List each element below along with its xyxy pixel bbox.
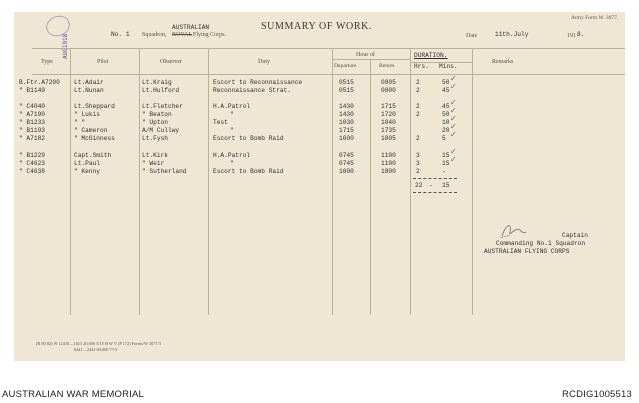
- row-departure: 0745: [339, 160, 354, 167]
- row-return: 0800: [381, 87, 396, 94]
- col-divider-return: [410, 48, 411, 315]
- signature-line-1: Commanding No.1 Squadron: [496, 240, 586, 247]
- check-mark-icon: ✓: [450, 106, 457, 115]
- year-suffix: 8.: [577, 31, 585, 38]
- signature-rank: Captain: [562, 232, 588, 239]
- row-mins: 50: [442, 79, 450, 86]
- document-sheet: [14, 12, 625, 361]
- table-top-rule: [32, 48, 625, 49]
- row-pilot: " Lukis: [74, 111, 100, 118]
- row-duty: ": [230, 127, 234, 134]
- col-divider-pilot: [139, 48, 140, 315]
- check-mark-icon: ✓: [450, 74, 457, 83]
- row-return: 1800: [381, 168, 396, 175]
- row-mins: 20: [442, 127, 450, 134]
- row-pilot: Lt.Adair: [74, 79, 104, 86]
- row-duty: Escort to Reconnaissance: [213, 79, 303, 86]
- row-departure: 1430: [339, 111, 354, 118]
- page-title: SUMMARY OF WORK.: [261, 21, 373, 32]
- row-hrs: 2: [416, 79, 420, 86]
- col-header-type: Type: [41, 59, 53, 65]
- row-hrs: 3: [416, 152, 420, 159]
- date-value: 11th.July: [495, 31, 529, 38]
- row-duty: H.A.Patrol: [213, 152, 251, 159]
- row-mins: 50: [442, 111, 450, 118]
- print-reference-2: 6441—2441 80,000 7/15: [74, 347, 118, 352]
- row-departure: 0745: [339, 152, 354, 159]
- row-departure: 1430: [339, 103, 354, 110]
- check-mark-icon: ✓: [450, 155, 457, 164]
- row-observer: Lt.Fletcher: [142, 103, 183, 110]
- check-mark-icon: ✓: [450, 82, 457, 91]
- row-hrs: 2: [416, 135, 420, 142]
- row-return: 1805: [381, 135, 396, 142]
- row-departure: 1030: [339, 119, 354, 126]
- row-pilot: " ": [74, 119, 86, 126]
- corps-struck-out: ROYAL: [172, 32, 193, 38]
- col-header-departure: Departure: [334, 63, 357, 69]
- row-observer: Lt.Hulford: [142, 87, 180, 94]
- row-pilot: Lt.Sheppard: [74, 103, 115, 110]
- check-mark-icon: ✓: [450, 122, 457, 131]
- check-mark-icon: ✓: [450, 114, 457, 123]
- row-departure: 1715: [339, 127, 354, 134]
- col-header-pilot: Pilot: [97, 59, 109, 65]
- row-return: 1720: [381, 111, 396, 118]
- row-hrs: 2: [416, 87, 420, 94]
- row-observer: Lt.Fysh: [142, 135, 168, 142]
- table-header-rule: [32, 74, 625, 75]
- col-divider-departure: [370, 59, 371, 315]
- row-type: " B1229: [19, 152, 45, 159]
- total-rule-bottom: [413, 192, 457, 193]
- row-hrs: 3: [416, 160, 420, 167]
- signature-line-2: AUSTRALIAN FLYING CORPS: [484, 248, 570, 255]
- row-mins: 15: [442, 152, 450, 159]
- row-observer: A/M Cullwy: [142, 127, 180, 134]
- col-header-duty: Duty: [258, 59, 270, 65]
- row-mins: -: [442, 168, 446, 175]
- row-type: " B1149: [19, 87, 45, 94]
- col-header-mins: Mins.: [439, 63, 458, 70]
- col-header-duration: DURATION.: [414, 52, 448, 59]
- row-hrs: 2: [416, 168, 420, 175]
- row-type: B.Ftr.A7200: [19, 79, 60, 86]
- row-type: " A7182: [19, 135, 45, 142]
- print-reference-1: (B 80 82) W 12410—1613 20,000 3/15 H W V (P 172) Forms/W 3077/3: [36, 341, 161, 346]
- footer-record-id: RCDIG1005513: [562, 389, 632, 400]
- corps-label: Flying Corps.: [193, 32, 227, 38]
- check-mark-icon: ✓: [450, 147, 457, 156]
- row-pilot: " McGinness: [74, 135, 115, 142]
- row-duty: Reconnaissance Strat.: [213, 87, 291, 94]
- row-pilot: Capt.Smith: [74, 152, 112, 159]
- check-mark-icon: ✓: [450, 130, 457, 139]
- received-stamp: AUG1918: [62, 33, 69, 59]
- corps-australian: AUSTRALIAN: [172, 24, 210, 31]
- year-prefix: 191: [567, 33, 576, 39]
- row-observer: Lt.Kraig: [142, 79, 172, 86]
- row-return: 0805: [381, 79, 396, 86]
- row-hrs: 2: [416, 111, 420, 118]
- total-hrs: 22: [415, 182, 423, 189]
- col-header-observer: Observer: [160, 59, 182, 65]
- row-pilot: " Cameron: [74, 127, 108, 134]
- col-divider-duration: [472, 48, 473, 315]
- row-return: 1100: [381, 152, 396, 159]
- row-mins: 45: [442, 103, 450, 110]
- row-return: 1715: [381, 103, 396, 110]
- row-duty: Test: [213, 119, 228, 126]
- check-mark-icon: ✓: [450, 98, 457, 107]
- hour-of-rule: [332, 59, 410, 60]
- row-observer: " Weir: [142, 160, 165, 167]
- row-type: " B1233: [19, 119, 45, 126]
- row-departure: 0515: [339, 79, 354, 86]
- row-mins: 10: [442, 119, 450, 126]
- squadron-number: No. 1: [111, 31, 130, 38]
- form-reference: Army Form W. 3077.: [571, 15, 619, 21]
- row-duty: Escort to Bomb Raid: [213, 168, 284, 175]
- row-return: 1100: [381, 160, 396, 167]
- row-observer: " Upton: [142, 119, 168, 126]
- row-observer: " Beaton: [142, 111, 172, 118]
- row-duty: H.A.Patrol: [213, 103, 251, 110]
- col-header-return: Return: [379, 63, 395, 69]
- total-rule-top: [413, 178, 457, 179]
- col-header-remarks: Remarks: [492, 59, 514, 65]
- row-type: " C4623: [19, 160, 45, 167]
- col-header-hour-of: Hour of: [356, 52, 375, 58]
- col-divider-type: [70, 48, 71, 315]
- date-label: Date: [466, 33, 478, 39]
- total-separator: -: [429, 182, 433, 189]
- row-pilot: Lt.Nunan: [74, 87, 104, 94]
- row-mins: 5: [442, 135, 446, 142]
- row-duty: ": [230, 111, 234, 118]
- row-pilot: Lt.Paul: [74, 160, 100, 167]
- row-departure: 1600: [339, 135, 354, 142]
- footer-institution: AUSTRALIAN WAR MEMORIAL: [2, 389, 145, 400]
- col-divider-duty: [332, 48, 333, 315]
- row-pilot: " Kenny: [74, 168, 100, 175]
- row-return: 1735: [381, 127, 396, 134]
- row-type: " B1193: [19, 127, 45, 134]
- row-mins: 15: [442, 160, 450, 167]
- col-header-hrs: Hrs.: [414, 63, 429, 70]
- row-observer: " Sutherland: [142, 168, 187, 175]
- row-departure: 0515: [339, 87, 354, 94]
- row-hrs: 2: [416, 103, 420, 110]
- squadron-label: Squadron,: [142, 32, 167, 38]
- total-mins: 15: [442, 182, 450, 189]
- row-type: " A7190: [19, 111, 45, 118]
- row-type: " C4638: [19, 168, 45, 175]
- row-departure: 1600: [339, 168, 354, 175]
- row-observer: Lt.Kirk: [142, 152, 168, 159]
- signature-image: [498, 220, 528, 242]
- col-divider-observer: [208, 48, 209, 315]
- row-duty: Escort to Bomb Raid: [213, 135, 284, 142]
- row-duty: ": [230, 160, 234, 167]
- row-mins: 45: [442, 87, 450, 94]
- row-return: 1040: [381, 119, 396, 126]
- row-type: " C4040: [19, 103, 45, 110]
